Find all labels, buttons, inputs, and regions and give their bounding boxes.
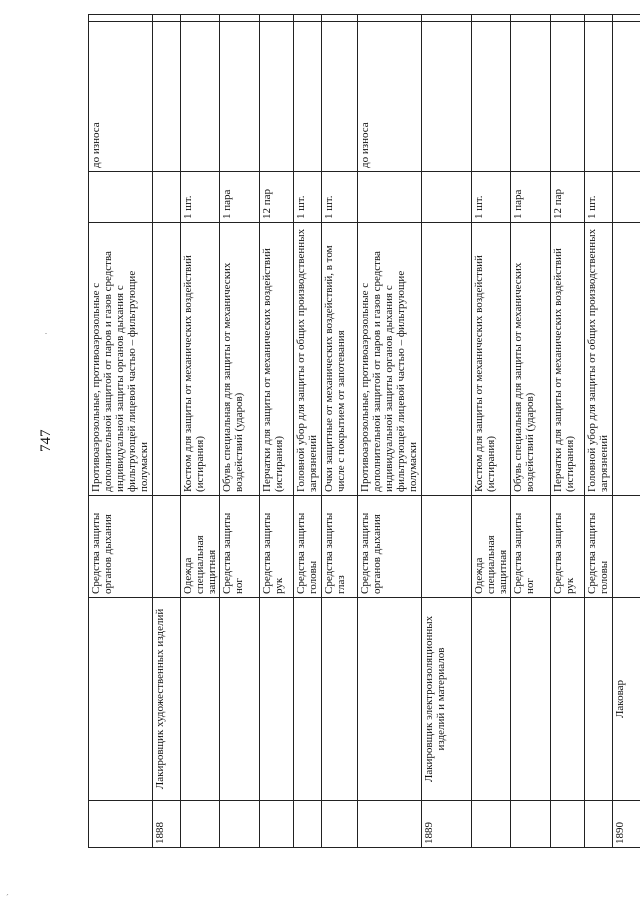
page-number: 747: [38, 429, 54, 452]
ppe-name-cell: [422, 223, 472, 496]
ppe-name-cell: Противоаэрозольные, противоаэрозольные с дополнительной защитой от паров и газов средства индивидуальной защиты органов дыхания с фильтрующей лицевой частью – фильтрующие полумаски: [358, 223, 422, 496]
table-row: [585, 15, 613, 848]
profession-cell: [585, 598, 613, 801]
table-row: [472, 15, 511, 848]
table-row: [294, 15, 322, 848]
ppe-type-cell: Средства защиты органов дыхания: [89, 496, 153, 598]
ppe-quantity-cell: 1 шт.: [181, 172, 220, 223]
ppe-type-cell: Средства защиты ног: [220, 496, 260, 598]
ppe-type-cell: [153, 496, 181, 598]
spacer-cell: [511, 15, 551, 22]
wear-term-cell: [422, 22, 472, 172]
ppe-name-cell: Очки защитные от механических воздействий, в том числе с покрытием от запотевания: [322, 223, 358, 496]
spacer-cell: [181, 15, 220, 22]
table-row: [322, 15, 358, 848]
row-number-cell: 1889: [422, 801, 472, 848]
row-number-cell: [472, 801, 511, 848]
wear-term-cell: [472, 22, 511, 172]
wear-term-cell: [294, 22, 322, 172]
row-number-cell: 1888: [153, 801, 181, 848]
ppe-type-cell: Средства защиты глаз: [322, 496, 358, 598]
profession-cell: [511, 598, 551, 801]
wear-term-cell: [322, 22, 358, 172]
ppe-type-cell: Одежда специальная защитная: [181, 496, 220, 598]
row-number-cell: [220, 801, 260, 848]
table-row: [153, 15, 181, 848]
spacer-cell: [89, 15, 153, 22]
table-row: [220, 15, 260, 848]
ppe-type-cell: Средства защиты головы: [294, 496, 322, 598]
wear-term-cell: [153, 22, 181, 172]
wear-term-cell: [613, 22, 640, 172]
wear-term-cell: [181, 22, 220, 172]
table-row: [551, 15, 585, 848]
ppe-quantity-cell: [613, 172, 640, 223]
row-number-cell: [511, 801, 551, 848]
ppe-quantity-cell: 1 шт.: [472, 172, 511, 223]
row-number-cell: [260, 801, 294, 848]
row-number-cell: [294, 801, 322, 848]
ppe-quantity-cell: 12 пар: [551, 172, 585, 223]
ppe-quantity-cell: [358, 172, 422, 223]
ppe-type-cell: Одежда специальная защитная: [472, 496, 511, 598]
wear-term-cell: [585, 22, 613, 172]
row-number-cell: [322, 801, 358, 848]
profession-cell: [322, 598, 358, 801]
table-row: [260, 15, 294, 848]
ppe-quantity-cell: 1 пара: [220, 172, 260, 223]
ppe-type-cell: Средства защиты рук: [551, 496, 585, 598]
spacer-cell: [585, 15, 613, 22]
ppe-name-cell: Противоаэрозольные, противоаэрозольные с дополнительной защитой от паров и газов средства индивидуальной защиты органов дыхания с фильтрующей лицевой частью – фильтрующие полумаски: [89, 223, 153, 496]
ppe-type-cell: Средства защиты головы: [585, 496, 613, 598]
row-number-cell: [181, 801, 220, 848]
table-row: [181, 15, 220, 848]
spacer-cell: [358, 15, 422, 22]
ppe-type-cell: Средства защиты ног: [511, 496, 551, 598]
spacer-cell: [422, 15, 472, 22]
table-row: [358, 15, 422, 848]
row-number-cell: 1890: [613, 801, 640, 848]
ppe-type-cell: Средства защиты рук: [260, 496, 294, 598]
ppe-quantity-cell: 1 шт.: [585, 172, 613, 223]
ppe-name-cell: Обувь специальная для защиты от механических воздействий (ударов): [511, 223, 551, 496]
ppe-name-cell: Головной убор для защиты от общих производственных загрязнений: [294, 223, 322, 496]
profession-cell: Лакировщик художественных изделий: [153, 598, 181, 801]
spacer-cell: [472, 15, 511, 22]
ppe-quantity-cell: [422, 172, 472, 223]
scan-mark: .: [45, 327, 47, 336]
ppe-quantity-cell: 1 шт.: [322, 172, 358, 223]
ppe-quantity-cell: [89, 172, 153, 223]
row-number-cell: [551, 801, 585, 848]
ppe-quantity-cell: 12 пар: [260, 172, 294, 223]
table-row: [511, 15, 551, 848]
spacer-cell: [153, 15, 181, 22]
profession-cell: [260, 598, 294, 801]
spacer-cell: [551, 15, 585, 22]
ppe-type-cell: [422, 496, 472, 598]
wear-term-cell: [220, 22, 260, 172]
profession-cell: [472, 598, 511, 801]
table-row: [89, 15, 153, 848]
table-row: [422, 15, 472, 848]
row-number-cell: [89, 801, 153, 848]
ppe-type-cell: Средства защиты органов дыхания: [358, 496, 422, 598]
ppe-name-cell: Головной убор для защиты от общих производственных загрязнений: [585, 223, 613, 496]
row-number-cell: [358, 801, 422, 848]
ppe-name-cell: Обувь специальная для защиты от механических воздействий (ударов): [220, 223, 260, 496]
wear-term-cell: [260, 22, 294, 172]
scan-mark-corner: ´: [6, 893, 9, 902]
ppe-name-cell: Перчатки для защиты от механических воздействий (истирания): [551, 223, 585, 496]
profession-cell: Лаковар: [613, 598, 640, 801]
spacer-cell: [322, 15, 358, 22]
ppe-name-cell: Перчатки для защиты от механических воздействий (истирания): [260, 223, 294, 496]
ppe-quantity-cell: 1 пара: [511, 172, 551, 223]
ppe-name-cell: [613, 223, 640, 496]
table-row: [613, 15, 640, 848]
profession-cell: [220, 598, 260, 801]
ppe-quantity-cell: [153, 172, 181, 223]
profession-cell: [181, 598, 220, 801]
spacer-cell: [220, 15, 260, 22]
row-number-cell: [585, 801, 613, 848]
ppe-quantity-cell: 1 шт.: [294, 172, 322, 223]
ppe-name-cell: [153, 223, 181, 496]
wear-term-cell: [551, 22, 585, 172]
ppe-norms-table: [88, 64, 626, 848]
profession-cell: [89, 598, 153, 801]
profession-cell: Лакировщик электроизоляционных изделий и материалов: [422, 598, 472, 801]
spacer-cell: [294, 15, 322, 22]
ppe-name-cell: Костюм для защиты от механических воздействий (истирания): [472, 223, 511, 496]
ppe-name-cell: Костюм для защиты от механических воздействий (истирания): [181, 223, 220, 496]
spacer-cell: [260, 15, 294, 22]
profession-cell: [358, 598, 422, 801]
wear-term-cell: до износа: [358, 22, 422, 172]
wear-term-cell: [511, 22, 551, 172]
ppe-type-cell: [613, 496, 640, 598]
profession-cell: [551, 598, 585, 801]
spacer-cell: [613, 15, 640, 22]
wear-term-cell: до износа: [89, 22, 153, 172]
profession-cell: [294, 598, 322, 801]
